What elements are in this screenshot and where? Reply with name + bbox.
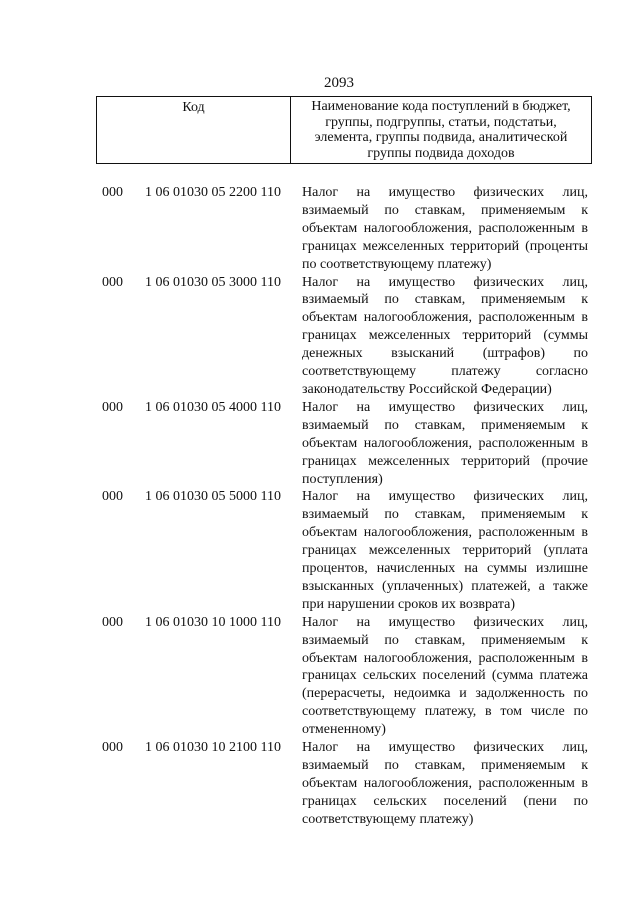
table-row	[0, 274, 640, 399]
budget-code: 1 06 01030 05 5000 110	[145, 489, 281, 505]
code-description: Налог на имущество физических лиц, взимаемый по ставкам, применяемым к объектам налогообложения, расположенным в границах сельских поселений (сумма платежа (перерасчеты, недоимка и задолженность по соответствующему платежу, в том числе по отмененному)	[302, 614, 588, 738]
header-name-cell: Наименование кода поступлений в бюджет, группы, подгруппы, статьи, подстатьи, элемента, группы подвида, аналитической группы подвида доходов	[311, 99, 571, 161]
admin-code: 000	[102, 489, 123, 505]
table-row	[0, 184, 640, 274]
admin-code: 000	[102, 614, 123, 630]
admin-code: 000	[102, 185, 123, 200]
code-description: Налог на имущество физических лиц, взимаемый по ставкам, применяемым к объектам налогообложения, расположенным в границах сельских поселений (пени по соответствующему платежу)	[302, 740, 588, 827]
code-description: Налог на имущество физических лиц, взимаемый по ставкам, применяемым к объектам налогообложения, расположенным в границах межселенных территорий (проценты по соответствующему платежу)	[302, 185, 588, 272]
table-row	[0, 488, 640, 613]
table-row	[0, 399, 640, 489]
table-body	[0, 184, 640, 829]
budget-code: 1 06 01030 05 4000 110	[145, 399, 281, 415]
code-description: Налог на имущество физических лиц, взимаемый по ставкам, применяемым к объектам налогообложения, расположенным в границах межселенных территорий (прочие поступления)	[302, 399, 588, 487]
admin-code: 000	[102, 740, 123, 756]
table-header	[96, 96, 592, 164]
admin-code: 000	[102, 399, 123, 415]
budget-code: 1 06 01030 05 2200 110	[145, 185, 281, 200]
budget-code: 1 06 01030 05 3000 110	[145, 274, 281, 290]
table-row	[0, 739, 640, 829]
code-description: Налог на имущество физических лиц, взимаемый по ставкам, применяемым к объектам налогообложения, расположенным в границах межселенных территорий (уплата процентов, начисленных на суммы излишне взысканных (уплаченных) платежей, а также при нарушении сроков их возврата)	[302, 489, 588, 612]
budget-code: 1 06 01030 10 1000 110	[145, 614, 281, 630]
budget-code: 1 06 01030 10 2100 110	[145, 740, 281, 756]
table-row	[0, 614, 640, 739]
page-number: 2093	[324, 75, 354, 91]
code-description: Налог на имущество физических лиц, взимаемый по ставкам, применяемым к объектам налогообложения, расположенным в границах межселенных территорий (суммы денежных взысканий (штрафов) по соответствующему платежу согласно законодательству Российской Федерации)	[302, 274, 588, 397]
admin-code: 000	[102, 274, 123, 290]
header-code-cell: Код	[97, 97, 291, 163]
